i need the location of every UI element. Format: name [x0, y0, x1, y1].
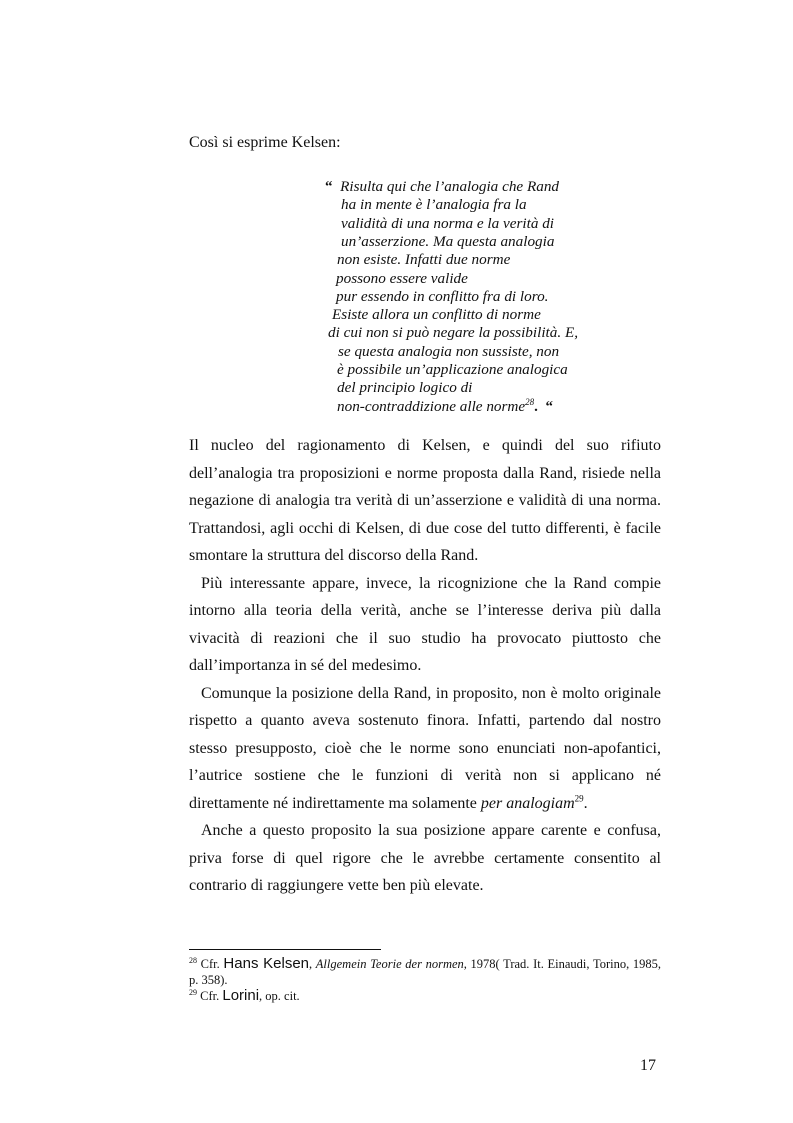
quote-line: non-contraddizione alle norme$^{28}$. “	[337, 396, 553, 415]
quote-line: se questa analogia non sussiste, non	[338, 342, 560, 360]
paragraph-2: Più interessante appare, invece, la ricognizione che la Rand compie intorno alla teoria della verità, anche se l’interesse deriva più dalla vivacità di reazioni che il suo studio ha provocato piuttosto che dall’importanza in sé del medesimo.	[189, 574, 661, 674]
footnote-29: $^{29}$ Cfr. Lorini, op. cit.	[189, 987, 300, 1004]
page-number: 17	[640, 1057, 656, 1074]
open-quote-mark: “	[325, 179, 333, 195]
footnote-ref-29: 29	[574, 793, 584, 804]
quote-line: pur essendo in conflitto fra di loro.	[336, 287, 549, 305]
footnote-ref-28: 28	[525, 396, 535, 407]
quote-line: possono essere valide	[336, 269, 468, 287]
quote-line: è possibile un’applicazione analogica	[337, 361, 568, 378]
quote-line: ha in mente è l’analogia fra la	[341, 196, 527, 214]
quote-line: del principio logico di	[337, 379, 473, 397]
quote-line: un’asserzione. Ma questa analogia	[341, 232, 555, 250]
intro-line: Così si esprime Kelsen:	[189, 134, 341, 151]
footnotes	[189, 956, 661, 1004]
footnote-28: $^{28}$ Cfr. Hans Kelsen, Allgemein Teorie der normen, 1978( Trad. It. Einaudi, Torino, 1985, p. 358).	[189, 955, 661, 987]
quote-line: non esiste. Infatti due norme	[337, 251, 511, 269]
paragraph-3: Comunque la posizione della Rand, in proposito, non è molto originale rispetto a quanto aveva sostenuto finora. Infatti, partendo dal nostro stesso presupposto, cioè che le norme sono enunciati non-apofantici, l’autrice sostiene che le funzioni di verità non si applicano né direttamente né indirettamente ma solamente per analogiam$^{29}$.	[189, 684, 661, 812]
quote-line: “ Risulta qui che l’analogia che Rand	[325, 178, 560, 195]
body-text	[189, 432, 661, 900]
footnote-separator	[189, 949, 381, 950]
quote-line: validità di una norma e la verità di	[341, 214, 555, 232]
quote-line: di cui non si può negare la possibilità. E,	[328, 324, 579, 342]
paragraph-1: Il nucleo del ragionamento di Kelsen, e quindi del suo rifiuto dell’analogia tra proposizioni e norme proposta dalla Rand, risiede nella negazione di analogia tra verità di un’asserzione e validità di una norma. Trattandosi, agli occhi di Kelsen, di due cose del tutto differenti, è facile smontare la struttura del discorso della Rand.	[189, 437, 661, 564]
paragraph-4: Anche a questo proposito la sua posizione appare carente e confusa, priva forse di quel rigore che le avrebbe certamente consentito al contrario di raggiungere vette ben più elevate.	[189, 822, 661, 894]
quote-line: Esiste allora un conflitto di norme	[332, 306, 541, 324]
close-quote-mark: “	[545, 398, 553, 415]
